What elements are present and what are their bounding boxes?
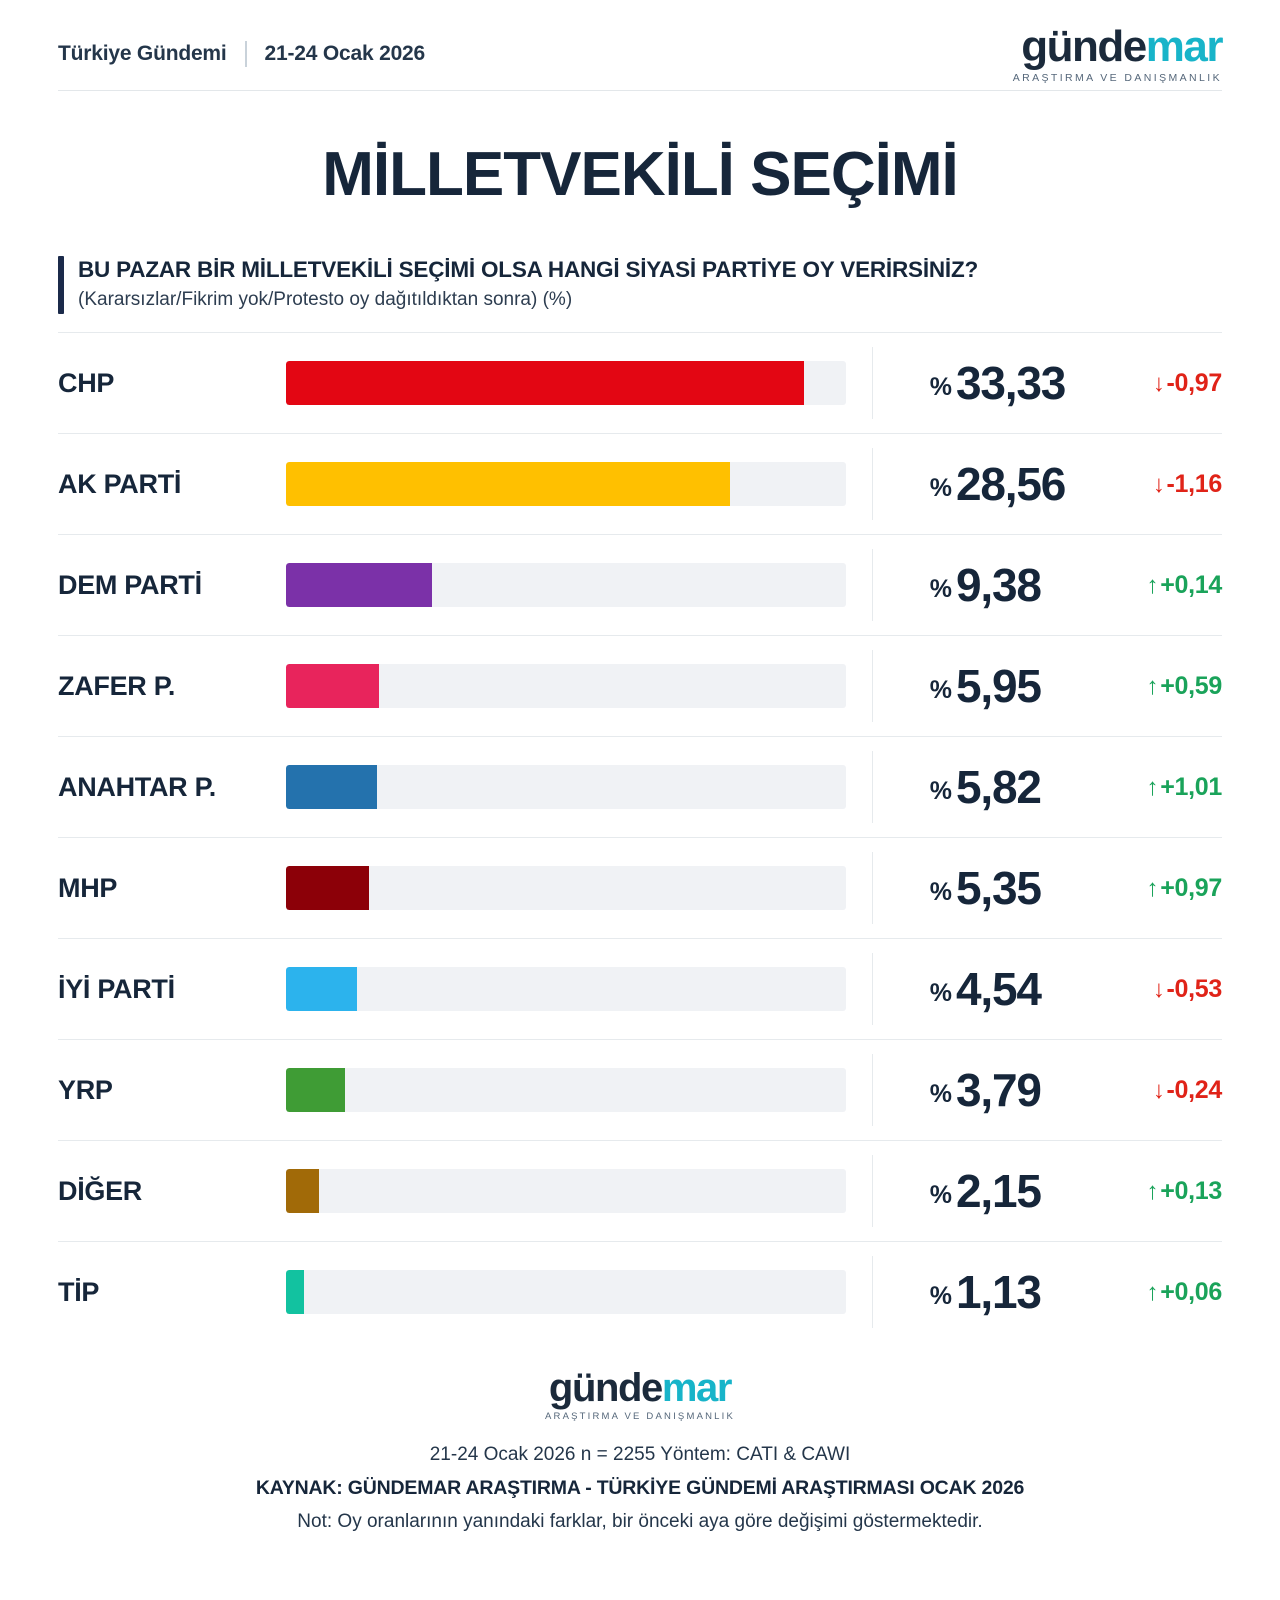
page-title: MİLLETVEKİLİ SEÇİMİ (322, 140, 958, 209)
footer-logo-word-accent: mar (661, 1366, 732, 1410)
chart-row (58, 1140, 1222, 1241)
percent-symbol: % (929, 776, 952, 805)
header-rule (58, 90, 1222, 91)
bar-track (286, 563, 846, 607)
value-group (872, 953, 1222, 1025)
bar-fill (286, 967, 357, 1011)
arrow-up-icon: ↑ (1146, 773, 1159, 801)
percent-symbol: % (929, 877, 952, 906)
delta-label (1104, 874, 1222, 903)
header-date: 21-24 Ocak 2026 (264, 42, 426, 65)
bar-track (286, 765, 846, 809)
party-label: AK PARTİ (58, 468, 182, 499)
delta-label (1104, 1076, 1222, 1105)
percent-symbol: % (929, 675, 952, 704)
footer-logo (58, 1368, 1222, 1422)
value-group (872, 1256, 1222, 1328)
bar-chart (58, 332, 1222, 1342)
arrow-up-icon: ↑ (1146, 571, 1159, 599)
chart-row (58, 736, 1222, 837)
value-label: 5,35 (956, 862, 1041, 914)
footer-logo-subtitle: ARAŞTIRMA VE DANIŞMANLIK (544, 1411, 736, 1422)
value-label: 1,13 (956, 1266, 1041, 1318)
delta-value: +1,01 (1160, 772, 1222, 801)
header-left (58, 41, 425, 67)
delta-value: +0,06 (1160, 1277, 1222, 1306)
chart-row (58, 938, 1222, 1039)
party-label: TİP (58, 1276, 100, 1307)
bar-track (286, 967, 846, 1011)
delta-label (1104, 1278, 1222, 1307)
value-group (872, 549, 1222, 621)
bar-fill (286, 1068, 345, 1112)
delta-value: +0,13 (1160, 1176, 1222, 1205)
value-label: 28,56 (956, 458, 1066, 510)
value-label: 2,15 (956, 1165, 1041, 1217)
delta-value: -0,24 (1166, 1075, 1222, 1104)
footer-note-line: Not: Oy oranlarının yanındaki farklar, bir önceki aya göre değişimi göstermektedir. (297, 1511, 983, 1532)
bar-fill (286, 1270, 304, 1314)
question-secondary: (Kararsızlar/Fikrim yok/Protesto oy dağıtıldıktan sonra) (%) (78, 289, 573, 311)
party-label: ANAHTAR P. (58, 771, 217, 802)
chart-row (58, 433, 1222, 534)
value-label: 33,33 (956, 357, 1066, 409)
delta-label (1104, 571, 1222, 600)
party-label: MHP (58, 872, 118, 903)
bar-track (286, 866, 846, 910)
value-label: 9,38 (956, 559, 1041, 611)
percent-symbol: % (929, 1079, 952, 1108)
delta-value: +0,14 (1160, 570, 1222, 599)
bar-track (286, 1068, 846, 1112)
delta-value: -0,53 (1166, 974, 1222, 1003)
footer (58, 1368, 1222, 1533)
delta-label (1104, 369, 1222, 398)
delta-label (1104, 672, 1222, 701)
party-label: ZAFER P. (58, 670, 176, 701)
arrow-down-icon: ↓ (1152, 470, 1165, 498)
party-label: İYİ PARTİ (58, 973, 175, 1004)
brand-logo-subtitle: ARAŞTIRMA VE DANIŞMANLIK (1012, 71, 1222, 84)
footer-source-line: KAYNAK: GÜNDEMAR ARAŞTIRMA - TÜRKİYE GÜNDEMİ ARAŞTIRMASI OCAK 2026 (255, 1477, 1025, 1499)
party-label: YRP (58, 1074, 113, 1105)
delta-value: -0,97 (1166, 368, 1222, 397)
brand-logo (1012, 21, 1222, 84)
value-group (872, 347, 1222, 419)
header-divider (245, 41, 247, 67)
value-label: 5,95 (956, 660, 1041, 712)
bar-track (286, 361, 846, 405)
brand-logo-word-accent: mar (1145, 21, 1222, 71)
delta-value: -1,16 (1166, 469, 1222, 498)
footer-method-line: 21-24 Ocak 2026 n = 2255 Yöntem: CATI & CAWI (429, 1444, 851, 1465)
delta-label (1104, 1177, 1222, 1206)
value-label: 3,79 (956, 1064, 1041, 1116)
chart-row (58, 534, 1222, 635)
question-accent-bar (58, 256, 64, 314)
bar-fill (286, 1169, 319, 1213)
bar-fill (286, 866, 369, 910)
delta-label (1104, 773, 1222, 802)
percent-symbol: % (929, 978, 952, 1007)
bar-fill (286, 664, 379, 708)
question-block (58, 256, 1222, 314)
arrow-up-icon: ↑ (1146, 1177, 1159, 1205)
header (58, 0, 1222, 90)
footer-logo-word-main: günde (548, 1366, 662, 1410)
header-label: Türkiye Gündemi (58, 42, 227, 65)
chart-row (58, 635, 1222, 736)
bar-track (286, 664, 846, 708)
chart-row (58, 837, 1222, 938)
arrow-up-icon: ↑ (1146, 874, 1159, 902)
arrow-up-icon: ↑ (1146, 1278, 1159, 1306)
delta-value: +0,59 (1160, 671, 1222, 700)
percent-symbol: % (929, 1281, 952, 1310)
chart-row (58, 332, 1222, 433)
percent-symbol: % (929, 574, 952, 603)
bar-track (286, 1169, 846, 1213)
chart-row (58, 1241, 1222, 1342)
bar-track (286, 462, 846, 506)
value-label: 4,54 (956, 963, 1041, 1015)
arrow-down-icon: ↓ (1152, 1076, 1165, 1104)
party-label: DEM PARTİ (58, 569, 202, 600)
percent-symbol: % (929, 372, 952, 401)
footer-logo-word (58, 1368, 1222, 1408)
delta-label (1104, 470, 1222, 499)
question-text (78, 256, 978, 311)
bar-fill (286, 361, 804, 405)
bar-fill (286, 765, 377, 809)
delta-label (1104, 975, 1222, 1004)
percent-symbol: % (929, 1180, 952, 1209)
arrow-up-icon: ↑ (1146, 672, 1159, 700)
percent-symbol: % (929, 473, 952, 502)
value-group (872, 448, 1222, 520)
arrow-down-icon: ↓ (1152, 369, 1165, 397)
question-primary: BU PAZAR BİR MİLLETVEKİLİ SEÇİMİ OLSA HANGİ SİYASİ PARTİYE OY VERİRSİNİZ? (78, 257, 979, 282)
party-label: CHP (58, 367, 115, 398)
bar-fill (286, 462, 730, 506)
brand-logo-word-main: günde (1021, 21, 1146, 71)
bar-track (286, 1270, 846, 1314)
value-group (872, 1054, 1222, 1126)
value-group (872, 1155, 1222, 1227)
chart-row (58, 1039, 1222, 1140)
value-label: 5,82 (956, 761, 1041, 813)
arrow-down-icon: ↓ (1152, 975, 1165, 1003)
value-group (872, 650, 1222, 722)
value-group (872, 751, 1222, 823)
delta-value: +0,97 (1160, 873, 1222, 902)
brand-logo-word (1013, 21, 1222, 71)
bar-fill (286, 563, 432, 607)
value-group (872, 852, 1222, 924)
party-label: DİĞER (58, 1175, 143, 1206)
